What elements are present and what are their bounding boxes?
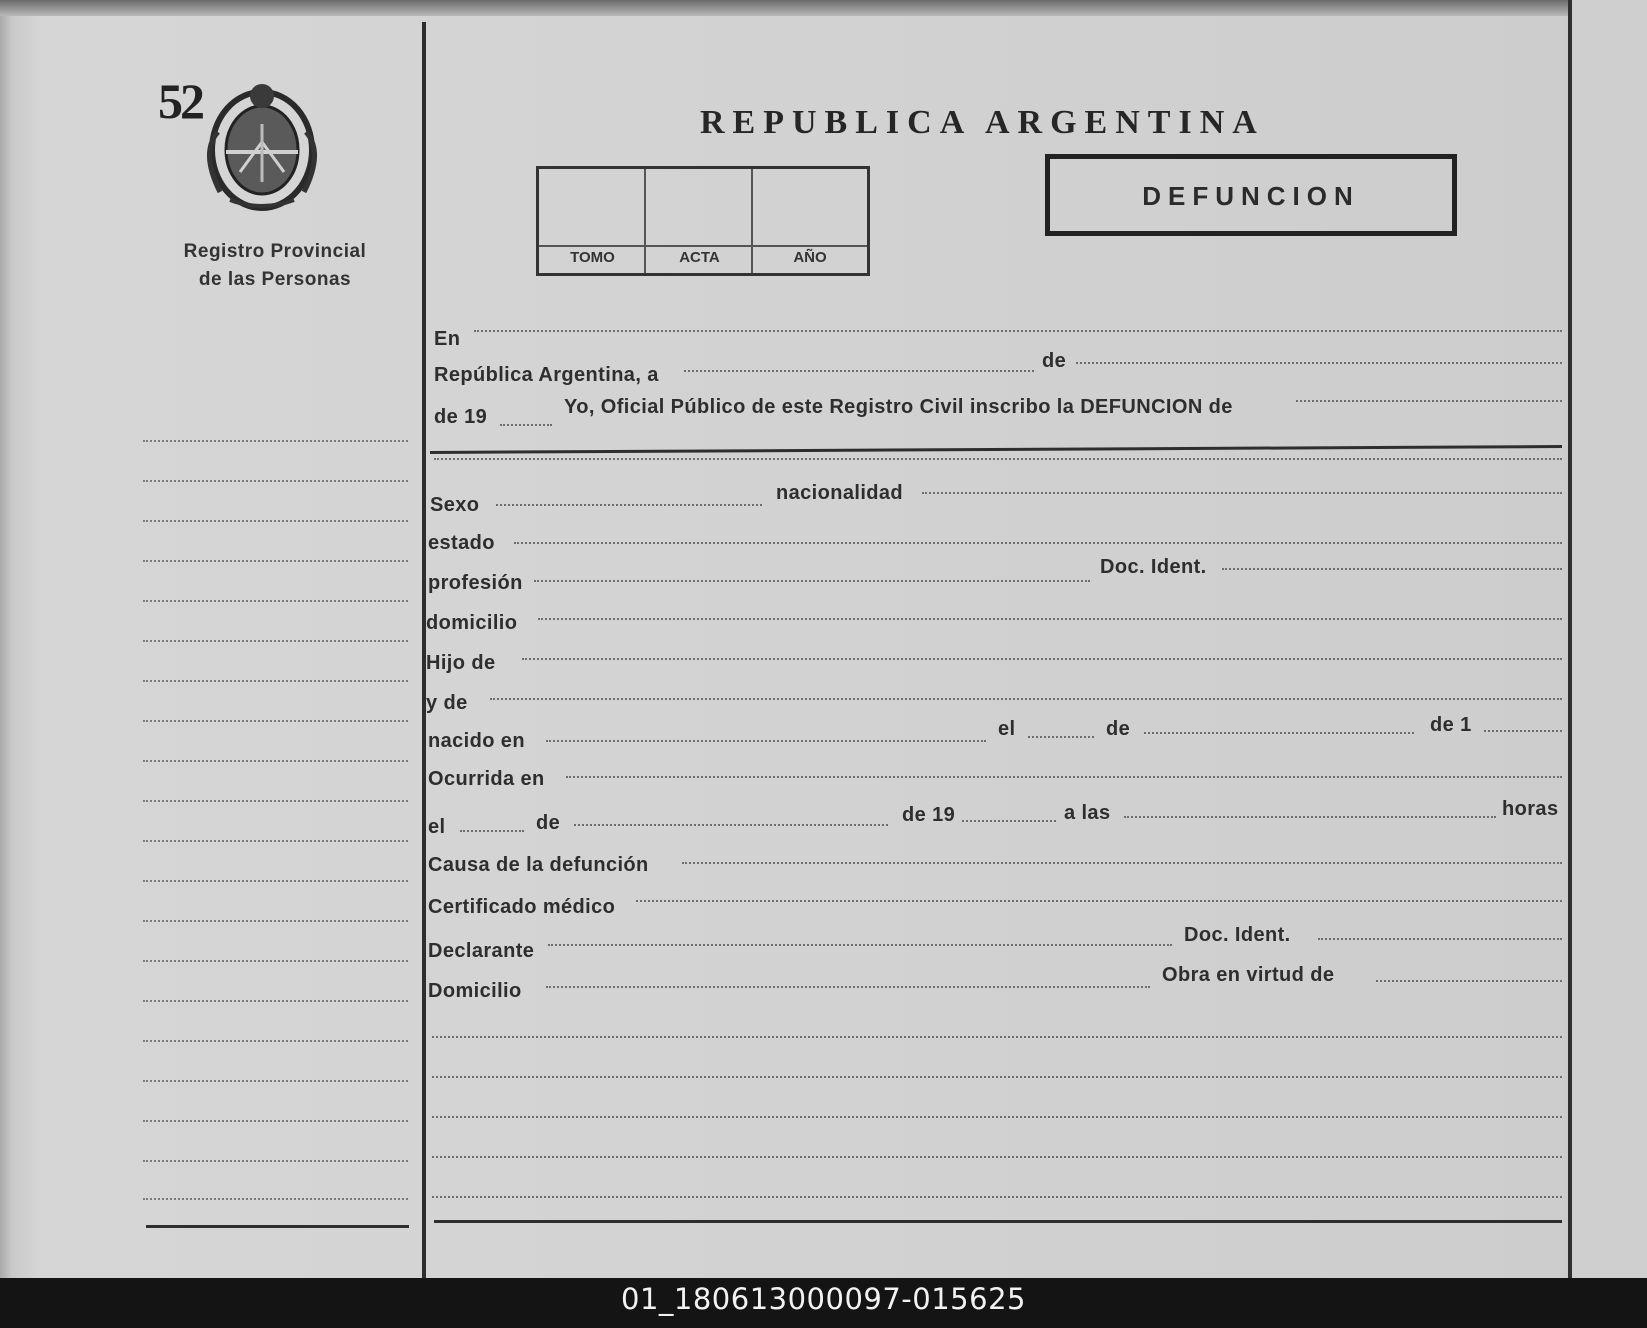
page-right-edge bbox=[1568, 0, 1647, 1278]
label-doc-ident-1: Doc. Ident. bbox=[1100, 556, 1207, 578]
label-ocurrida-el: el bbox=[428, 816, 446, 838]
label-nacido-el: el bbox=[998, 718, 1016, 740]
label-hijo-de: Hijo de bbox=[426, 652, 496, 674]
margin-dotted-line bbox=[143, 800, 408, 802]
field-domicilio-1[interactable] bbox=[538, 618, 1562, 620]
label-ocurrida-de: de bbox=[536, 812, 561, 834]
field-doc-ident-2[interactable] bbox=[1318, 938, 1562, 940]
registry-line-2: de las Personas bbox=[198, 269, 352, 290]
label-de: de bbox=[1042, 350, 1067, 372]
label-nacido-de: de bbox=[1106, 718, 1131, 740]
field-nacionalidad[interactable] bbox=[922, 492, 1562, 494]
label-y-de: y de bbox=[426, 692, 468, 714]
margin-dotted-line bbox=[143, 760, 408, 762]
field-hijo-de[interactable] bbox=[522, 658, 1562, 660]
field-ocurrida-en[interactable] bbox=[566, 776, 1562, 778]
label-doc-ident-2: Doc. Ident. bbox=[1184, 924, 1291, 946]
label-a-las: a las bbox=[1064, 802, 1111, 824]
record-type-box bbox=[1045, 154, 1457, 236]
register-box bbox=[536, 166, 870, 276]
image-caption: 01_180613000097-015625 bbox=[621, 1282, 1026, 1316]
field-hora[interactable] bbox=[1124, 816, 1496, 818]
registry-name bbox=[140, 238, 410, 294]
field-doc-ident-1[interactable] bbox=[1222, 568, 1562, 570]
margin-dotted-line bbox=[143, 520, 408, 522]
field-extra-line[interactable] bbox=[432, 1036, 1562, 1038]
field-en[interactable] bbox=[474, 330, 1562, 332]
label-profesion: profesión bbox=[428, 572, 523, 594]
field-ocurrida-dia[interactable] bbox=[460, 830, 524, 832]
margin-dotted-line bbox=[143, 600, 408, 602]
field-month[interactable] bbox=[1076, 362, 1562, 364]
field-nacido-anio[interactable] bbox=[1484, 730, 1562, 732]
section-rule bbox=[430, 445, 1562, 454]
margin-dotted-line bbox=[143, 920, 408, 922]
label-domicilio-2: Domicilio bbox=[428, 980, 522, 1002]
top-edge-strip bbox=[0, 0, 1647, 16]
margin-dotted-line bbox=[143, 480, 408, 482]
label-ocurrida-de-19: de 19 bbox=[902, 804, 956, 826]
field-extra-line[interactable] bbox=[432, 1076, 1562, 1078]
field-nacido-en[interactable] bbox=[546, 740, 986, 742]
field-nacido-dia[interactable] bbox=[1028, 736, 1094, 738]
margin-dotted-line bbox=[143, 440, 408, 442]
label-ocurrida-en: Ocurrida en bbox=[428, 768, 545, 790]
field-certificado[interactable] bbox=[636, 900, 1562, 902]
field-deceased-name[interactable] bbox=[1296, 400, 1562, 402]
label-declarante: Declarante bbox=[428, 940, 535, 962]
field-day[interactable] bbox=[684, 370, 1034, 372]
margin-dotted-line bbox=[143, 880, 408, 882]
label-nacionalidad: nacionalidad bbox=[776, 482, 904, 504]
column-divider bbox=[422, 22, 426, 1278]
record-type-label: DEFUNCION bbox=[1142, 181, 1360, 211]
register-box-divider bbox=[539, 245, 867, 247]
label-obra-en-virtud: Obra en virtud de bbox=[1162, 964, 1335, 986]
field-estado[interactable] bbox=[514, 542, 1562, 544]
field-sexo[interactable] bbox=[496, 504, 762, 506]
label-en: En bbox=[434, 328, 461, 350]
field-profesion[interactable] bbox=[534, 580, 1090, 582]
margin-dotted-line bbox=[143, 560, 408, 562]
label-republica-a: República Argentina, a bbox=[434, 364, 659, 386]
margin-dotted-line bbox=[143, 1198, 408, 1200]
registry-line-1: Registro Provincial bbox=[183, 241, 367, 262]
label-inscribo: Yo, Oficial Público de este Registro Civil inscribo la DEFUNCION de bbox=[564, 396, 1233, 418]
margin-dotted-line bbox=[143, 1040, 408, 1042]
margin-dotted-line bbox=[143, 720, 408, 722]
label-nacido-en: nacido en bbox=[428, 730, 525, 752]
field-deceased-name-cont[interactable] bbox=[434, 458, 1562, 460]
label-causa: Causa de la defunción bbox=[428, 854, 649, 876]
margin-dotted-line bbox=[143, 640, 408, 642]
margin-bottom-rule bbox=[146, 1225, 409, 1228]
label-de-19: de 19 bbox=[434, 406, 488, 428]
field-ocurrida-anio[interactable] bbox=[962, 820, 1056, 822]
field-ocurrida-mes[interactable] bbox=[574, 824, 888, 826]
margin-dotted-line bbox=[143, 1160, 408, 1162]
field-declarante[interactable] bbox=[548, 944, 1172, 946]
field-extra-line[interactable] bbox=[432, 1196, 1562, 1198]
tomo-label: TOMO bbox=[570, 249, 615, 266]
margin-dotted-line bbox=[143, 1000, 408, 1002]
field-y-de[interactable] bbox=[490, 698, 1562, 700]
form-bottom-rule bbox=[434, 1220, 1562, 1223]
label-certificado: Certificado médico bbox=[428, 896, 616, 918]
label-sexo: Sexo bbox=[430, 494, 480, 516]
field-extra-line[interactable] bbox=[432, 1116, 1562, 1118]
field-causa[interactable] bbox=[682, 862, 1562, 864]
field-year[interactable] bbox=[500, 424, 552, 426]
label-nacido-de-1: de 1 bbox=[1430, 714, 1472, 736]
margin-dotted-line bbox=[143, 1120, 408, 1122]
field-nacido-mes[interactable] bbox=[1144, 732, 1414, 734]
ano-label: AÑO bbox=[793, 249, 827, 266]
margin-dotted-line bbox=[143, 680, 408, 682]
field-obra-en-virtud[interactable] bbox=[1376, 980, 1562, 982]
margin-dotted-line bbox=[143, 960, 408, 962]
label-estado: estado bbox=[428, 532, 495, 554]
acta-label: ACTA bbox=[679, 249, 720, 266]
folio-number: 52 bbox=[158, 73, 202, 129]
field-domicilio-2[interactable] bbox=[546, 986, 1150, 988]
label-horas: horas bbox=[1502, 798, 1559, 820]
field-extra-line[interactable] bbox=[432, 1156, 1562, 1158]
margin-dotted-line bbox=[143, 1080, 408, 1082]
label-domicilio-1: domicilio bbox=[426, 612, 518, 634]
document-title: REPUBLICA ARGENTINA bbox=[700, 104, 1265, 141]
margin-dotted-line bbox=[143, 840, 408, 842]
